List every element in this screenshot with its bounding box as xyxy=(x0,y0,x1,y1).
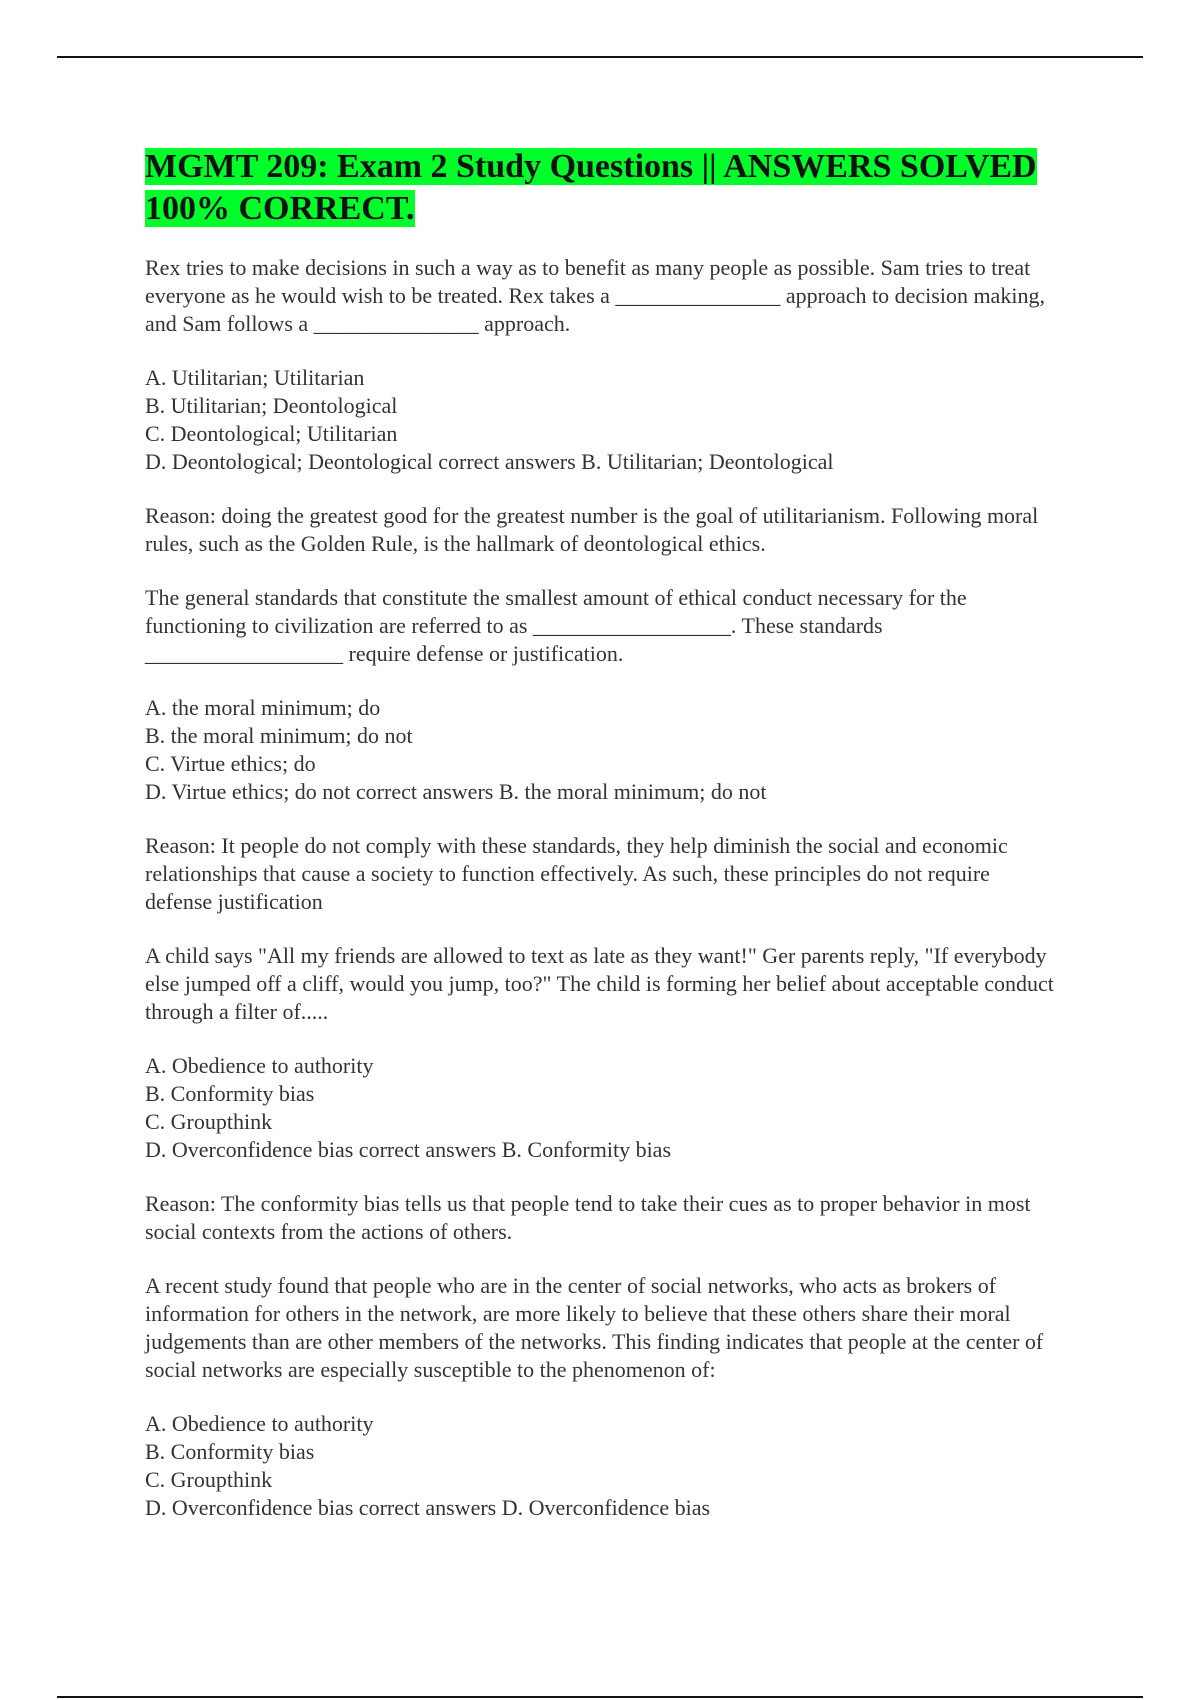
question-3-reason: Reason: The conformity bias tells us that people tend to take their cues as to proper behavior in most social contexts from the actions of others. xyxy=(145,1191,1031,1244)
question-3-options xyxy=(145,1052,1060,1164)
question-1-option-d: D. Deontological; Deontological correct answers B. Utilitarian; Deontological xyxy=(145,449,834,474)
question-4-option-d: D. Overconfidence bias correct answers D. Overconfidence bias xyxy=(145,1495,711,1520)
question-1-option-b: B. Utilitarian; Deontological xyxy=(145,393,398,418)
question-2-reason: Reason: It people do not comply with these standards, they help diminish the social and economic relationships that cause a society to function effectively. As such, these principles do not require defense justification xyxy=(145,833,1008,914)
question-3-prompt: A child says "All my friends are allowed to text as late as they want!" Ger parents reply, "If everybody else jumped off a cliff, would you jump, too?" The child is forming her belief about acceptable conduct through a filter of..... xyxy=(145,943,1054,1024)
question-2-prompt: The general standards that constitute the smallest amount of ethical conduct necessary for the functioning to civilization are referred to as __________________. These standards __________________ require defense or justification. xyxy=(145,585,967,666)
question-4-option-a: A. Obedience to authority xyxy=(145,1411,374,1436)
document-title xyxy=(145,146,1060,230)
question-3-option-a: A. Obedience to authority xyxy=(145,1053,374,1078)
question-1-option-c: C. Deontological; Utilitarian xyxy=(145,421,398,446)
top-rule xyxy=(57,56,1143,58)
question-2-options xyxy=(145,694,1060,806)
question-2-option-b: B. the moral minimum; do not xyxy=(145,723,413,748)
question-4-prompt: A recent study found that people who are in the center of social networks, who acts as brokers of information for others in the network, are more likely to believe that these others share their moral judgements than are other members of the networks. This finding indicates that people at the center of social networks are especially susceptible to the phenomenon of: xyxy=(145,1273,1044,1382)
title-highlight: MGMT 209: Exam 2 Study Questions || ANSWERS SOLVED 100% CORRECT. xyxy=(145,148,1037,227)
question-1-prompt: Rex tries to make decisions in such a way as to benefit as many people as possible. Sam tries to treat everyone as he would wish to be treated. Rex takes a _______________ approach to decision making, and Sam follows a _______________ approach. xyxy=(145,255,1045,336)
question-3-option-b: B. Conformity bias xyxy=(145,1081,315,1106)
question-1-reason: Reason: doing the greatest good for the greatest number is the goal of utilitarianism. Following moral rules, such as the Golden Rule, is the hallmark of deontological ethics. xyxy=(145,503,1039,556)
document-body xyxy=(145,146,1060,1522)
question-2-option-d: D. Virtue ethics; do not correct answers B. the moral minimum; do not xyxy=(145,779,767,804)
question-3-option-d: D. Overconfidence bias correct answers B. Conformity bias xyxy=(145,1137,672,1162)
question-4-option-b: B. Conformity bias xyxy=(145,1439,315,1464)
bottom-rule xyxy=(57,1696,1143,1698)
question-3-option-c: C. Groupthink xyxy=(145,1109,273,1134)
question-2-option-a: A. the moral minimum; do xyxy=(145,695,381,720)
question-4-option-c: C. Groupthink xyxy=(145,1467,273,1492)
question-4-options xyxy=(145,1410,1060,1522)
question-1-options xyxy=(145,364,1060,476)
question-2-option-c: C. Virtue ethics; do xyxy=(145,751,316,776)
question-1-option-a: A. Utilitarian; Utilitarian xyxy=(145,365,365,390)
